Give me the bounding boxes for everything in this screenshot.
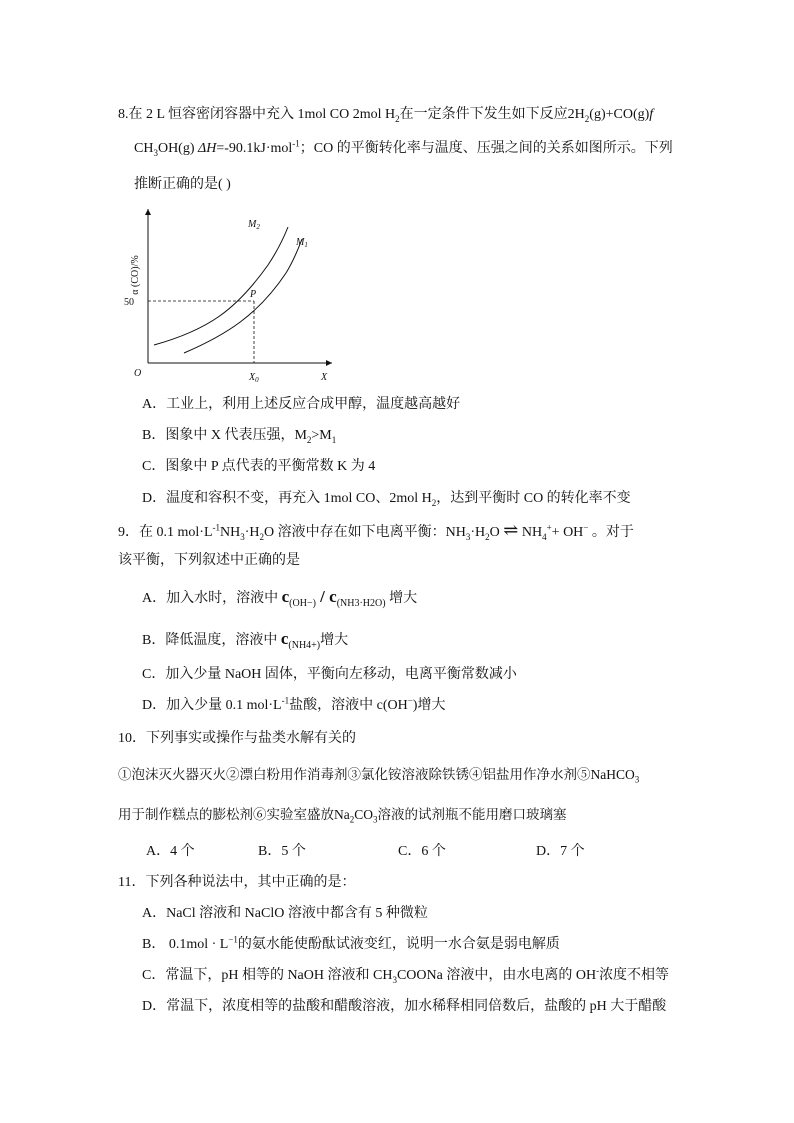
q10-items-line2: 用于制作糕点的膨松剂⑥实验室盛放$Na_2CO_3$溶液的试剂瓶不能用磨口玻璃塞 xyxy=(118,807,567,825)
q9-option-b: B．降低温度，溶液中 $c_{(NH4+)}$增大 xyxy=(142,629,349,651)
q10-stem: 10．下列事实或操作与盐类水解有关的 xyxy=(118,731,356,746)
origin-label: O xyxy=(134,368,142,379)
q8-stem-line2: $CH_3OH(g)$ ΔH=-90.1kJ·mol$^{-1}$；CO 的平衡转化率与温度、压强之间的关系如图所示。下列 xyxy=(134,138,673,158)
q11-option-c: C．常温下，pH 相等的 NaOH 溶液和 $CH_3COONa$ 溶液中，由水电离的 OH-浓度不相等 xyxy=(142,965,670,985)
x0-label: $X_0$ xyxy=(249,372,259,384)
q11-option-a: A．NaCl 溶液和 NaClO 溶液中都含有 5 种微粒 xyxy=(142,906,428,921)
q8-option-d: D．温度和容积不变，再充入 1mol CO、2mol $H_2$，达到平衡时 CO 的转化率不变 xyxy=(142,491,631,508)
curve-m2 xyxy=(154,227,288,345)
q10-option-c: C．6 个 xyxy=(398,844,446,859)
q10-option-a: A．4 个 xyxy=(146,844,195,859)
q10-option-b: B．5 个 xyxy=(258,844,306,859)
q8-option-a: A．工业上，利用上述反应合成甲醇，温度越高越好 xyxy=(142,397,461,412)
q9-stem-line2: 该平衡，下列叙述中正确的是 xyxy=(118,553,300,568)
q10-option-d: D．7 个 xyxy=(536,844,585,859)
x-axis-label: X xyxy=(321,372,328,383)
label-m2: $M_2$ xyxy=(248,219,260,231)
q9-option-c: C．加入少量 NaOH 固体，平衡向左移动，电离平衡常数减小 xyxy=(142,667,517,682)
q8-stem-line3: 推断正确的是( ) xyxy=(134,177,231,192)
conversion-graph xyxy=(118,205,338,385)
point-p-label: P xyxy=(250,289,257,300)
y-tick-50: 50 xyxy=(124,297,134,308)
q9-stem-line1: 9．在 0.1 $mol\cdot L^{-1}NH_3\cdot H_2O$ 溶液中存在如下电离平衡：$NH_3\cdot H_2O$ ⇌ $NH_4^++ OH^-$ 。对于 xyxy=(118,520,634,542)
q11-stem: 11．下列各种说法中，其中正确的是： xyxy=(118,875,356,890)
q11-option-b: B． $0.1mol \cdot L^{-1}$的氨水能使酚酞试液变红，说明一水合氨是弱电解质 xyxy=(142,934,560,952)
q11-option-d: D．常温下，浓度相等的盐酸和醋酸溶液，加水稀释相同倍数后，盐酸的 pH 大于醋酸 xyxy=(142,999,667,1014)
q8-stem-line1: 8.在 2 L 恒容密闭容器中充入 1mol CO 2mol $H_2$在一定条件下发生如下反应$2H_2(g)+CO(g)f$ xyxy=(118,107,654,124)
q10-items-line1: ①泡沫灭火器灭火②漂白粉用作消毒剂③氯化铵溶液除铁锈④铝盐用作净水剂⑤NaHCO$_3$ xyxy=(118,767,640,785)
q8-option-b: B．图象中 X 代表压强，$M_2>M_1$ xyxy=(142,428,337,445)
y-axis-label: α (CO)/% xyxy=(130,255,141,295)
q9-option-a: A．加入水时，溶液中 $c_{(OH-)} / c_{(NH3\cdot H2O)}$ 增大 xyxy=(142,587,418,609)
label-m1: $M_1$ xyxy=(296,237,308,249)
q8-option-c: C．图象中 P 点代表的平衡常数 K 为 4 xyxy=(142,459,376,474)
q9-option-d: D．加入少量 0.1 $mol\cdot L^{-1}$盐酸，溶液中 c(OH−)增大 xyxy=(142,695,446,713)
